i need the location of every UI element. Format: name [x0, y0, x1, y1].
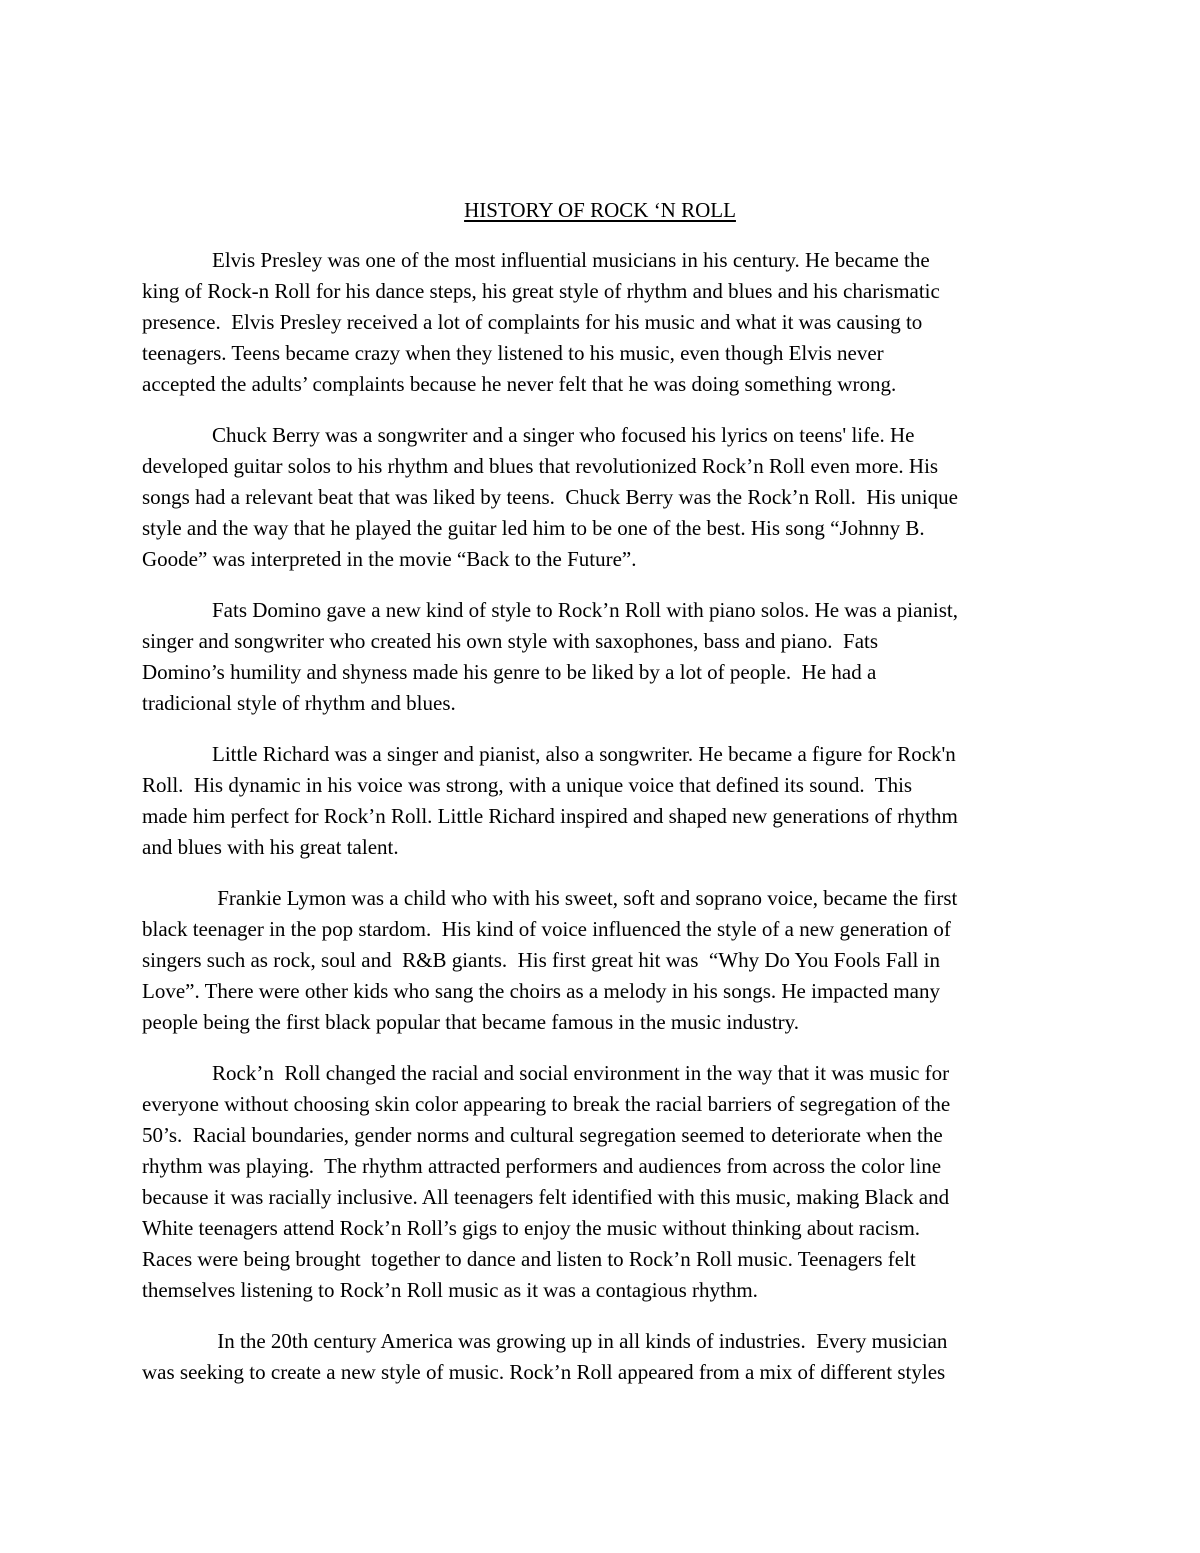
- text-line: 50’s. Racial boundaries, gender norms and cultural segregation seemed to deteriorate when the: [142, 1123, 943, 1147]
- text-line: people being the first black popular that became famous in the music industry.: [142, 1010, 800, 1034]
- text-line: singer and songwriter who created his own style with saxophones, bass and piano. Fats: [142, 629, 879, 653]
- text-line: was seeking to create a new style of music. Rock’n Roll appeared from a mix of different styles: [142, 1360, 946, 1384]
- text-line: developed guitar solos to his rhythm and blues that revolutionized Rock’n Roll even more. His: [142, 454, 939, 478]
- text-line: Elvis Presley was one of the most influential musicians in his century. He became the: [212, 248, 930, 272]
- text-line: Races were being brought together to dance and listen to Rock’n Roll music. Teenagers felt: [142, 1247, 916, 1271]
- text-line: presence. Elvis Presley received a lot of complaints for his music and what it was causing to: [142, 310, 923, 334]
- text-line: tradicional style of rhythm and blues.: [142, 691, 456, 715]
- text-line: teenagers. Teens became crazy when they listened to his music, even though Elvis never: [142, 341, 884, 365]
- text-line: Goode” was interpreted in the movie “Back to the Future”.: [142, 547, 637, 571]
- text-line: themselves listening to Rock’n Roll music as it was a contagious rhythm.: [142, 1278, 758, 1302]
- text-line: In the 20th century America was growing up in all kinds of industries. Every musician: [212, 1329, 948, 1353]
- paragraph-little-richard: [142, 739, 1062, 863]
- text-line: White teenagers attend Rock’n Roll’s gigs to enjoy the music without thinking about racism.: [142, 1216, 921, 1240]
- text-line: singers such as rock, soul and R&B giants. His first great hit was “Why Do You Fools Fall in: [142, 948, 940, 972]
- text-line: Roll. His dynamic in his voice was strong, with a unique voice that defined its sound. This: [142, 773, 913, 797]
- text-line: rhythm was playing. The rhythm attracted performers and audiences from across the color line: [142, 1154, 942, 1178]
- text-line: Rock’n Roll changed the racial and social environment in the way that it was music for: [212, 1061, 950, 1085]
- text-line: because it was racially inclusive. All teenagers felt identified with this music, making Black and: [142, 1185, 950, 1209]
- paragraph-racial-impact: [142, 1058, 1062, 1306]
- paragraph-fats-domino: [142, 595, 1062, 719]
- text-line: Fats Domino gave a new kind of style to Rock’n Roll with piano solos. He was a pianist,: [212, 598, 958, 622]
- text-line: Chuck Berry was a songwriter and a singer who focused his lyrics on teens' life. He: [212, 423, 915, 447]
- text-line: and blues with his great talent.: [142, 835, 399, 859]
- text-line: king of Rock-n Roll for his dance steps, his great style of rhythm and blues and his charismatic: [142, 279, 940, 303]
- text-line: made him perfect for Rock’n Roll. Little Richard inspired and shaped new generations of rhythm: [142, 804, 958, 828]
- document-body: [142, 245, 1062, 1408]
- text-line: style and the way that he played the guitar led him to be one of the best. His song “Johnny B.: [142, 516, 925, 540]
- text-line: Domino’s humility and shyness made his genre to be liked by a lot of people. He had a: [142, 660, 877, 684]
- document-title: HISTORY OF ROCK ‘N ROLL: [464, 198, 736, 222]
- paragraph-elvis-presley: [142, 245, 1062, 400]
- text-line: accepted the adults’ complaints because he never felt that he was doing something wrong.: [142, 372, 897, 396]
- text-line: everyone without choosing skin color appearing to break the racial barriers of segregation of the: [142, 1092, 951, 1116]
- text-line: Love”. There were other kids who sang the choirs as a melody in his songs. He impacted many: [142, 979, 940, 1003]
- paragraph-frankie-lymon: [142, 883, 1062, 1038]
- text-line: songs had a relevant beat that was liked by teens. Chuck Berry was the Rock’n Roll. His unique: [142, 485, 958, 509]
- text-line: Little Richard was a singer and pianist, also a songwriter. He became a figure for Rock'n: [212, 742, 956, 766]
- paragraph-chuck-berry: [142, 420, 1062, 575]
- text-line: black teenager in the pop stardom. His kind of voice influenced the style of a new generation of: [142, 917, 951, 941]
- paragraph-20th-century: [142, 1326, 1062, 1388]
- text-line: Frankie Lymon was a child who with his sweet, soft and soprano voice, became the first: [212, 886, 958, 910]
